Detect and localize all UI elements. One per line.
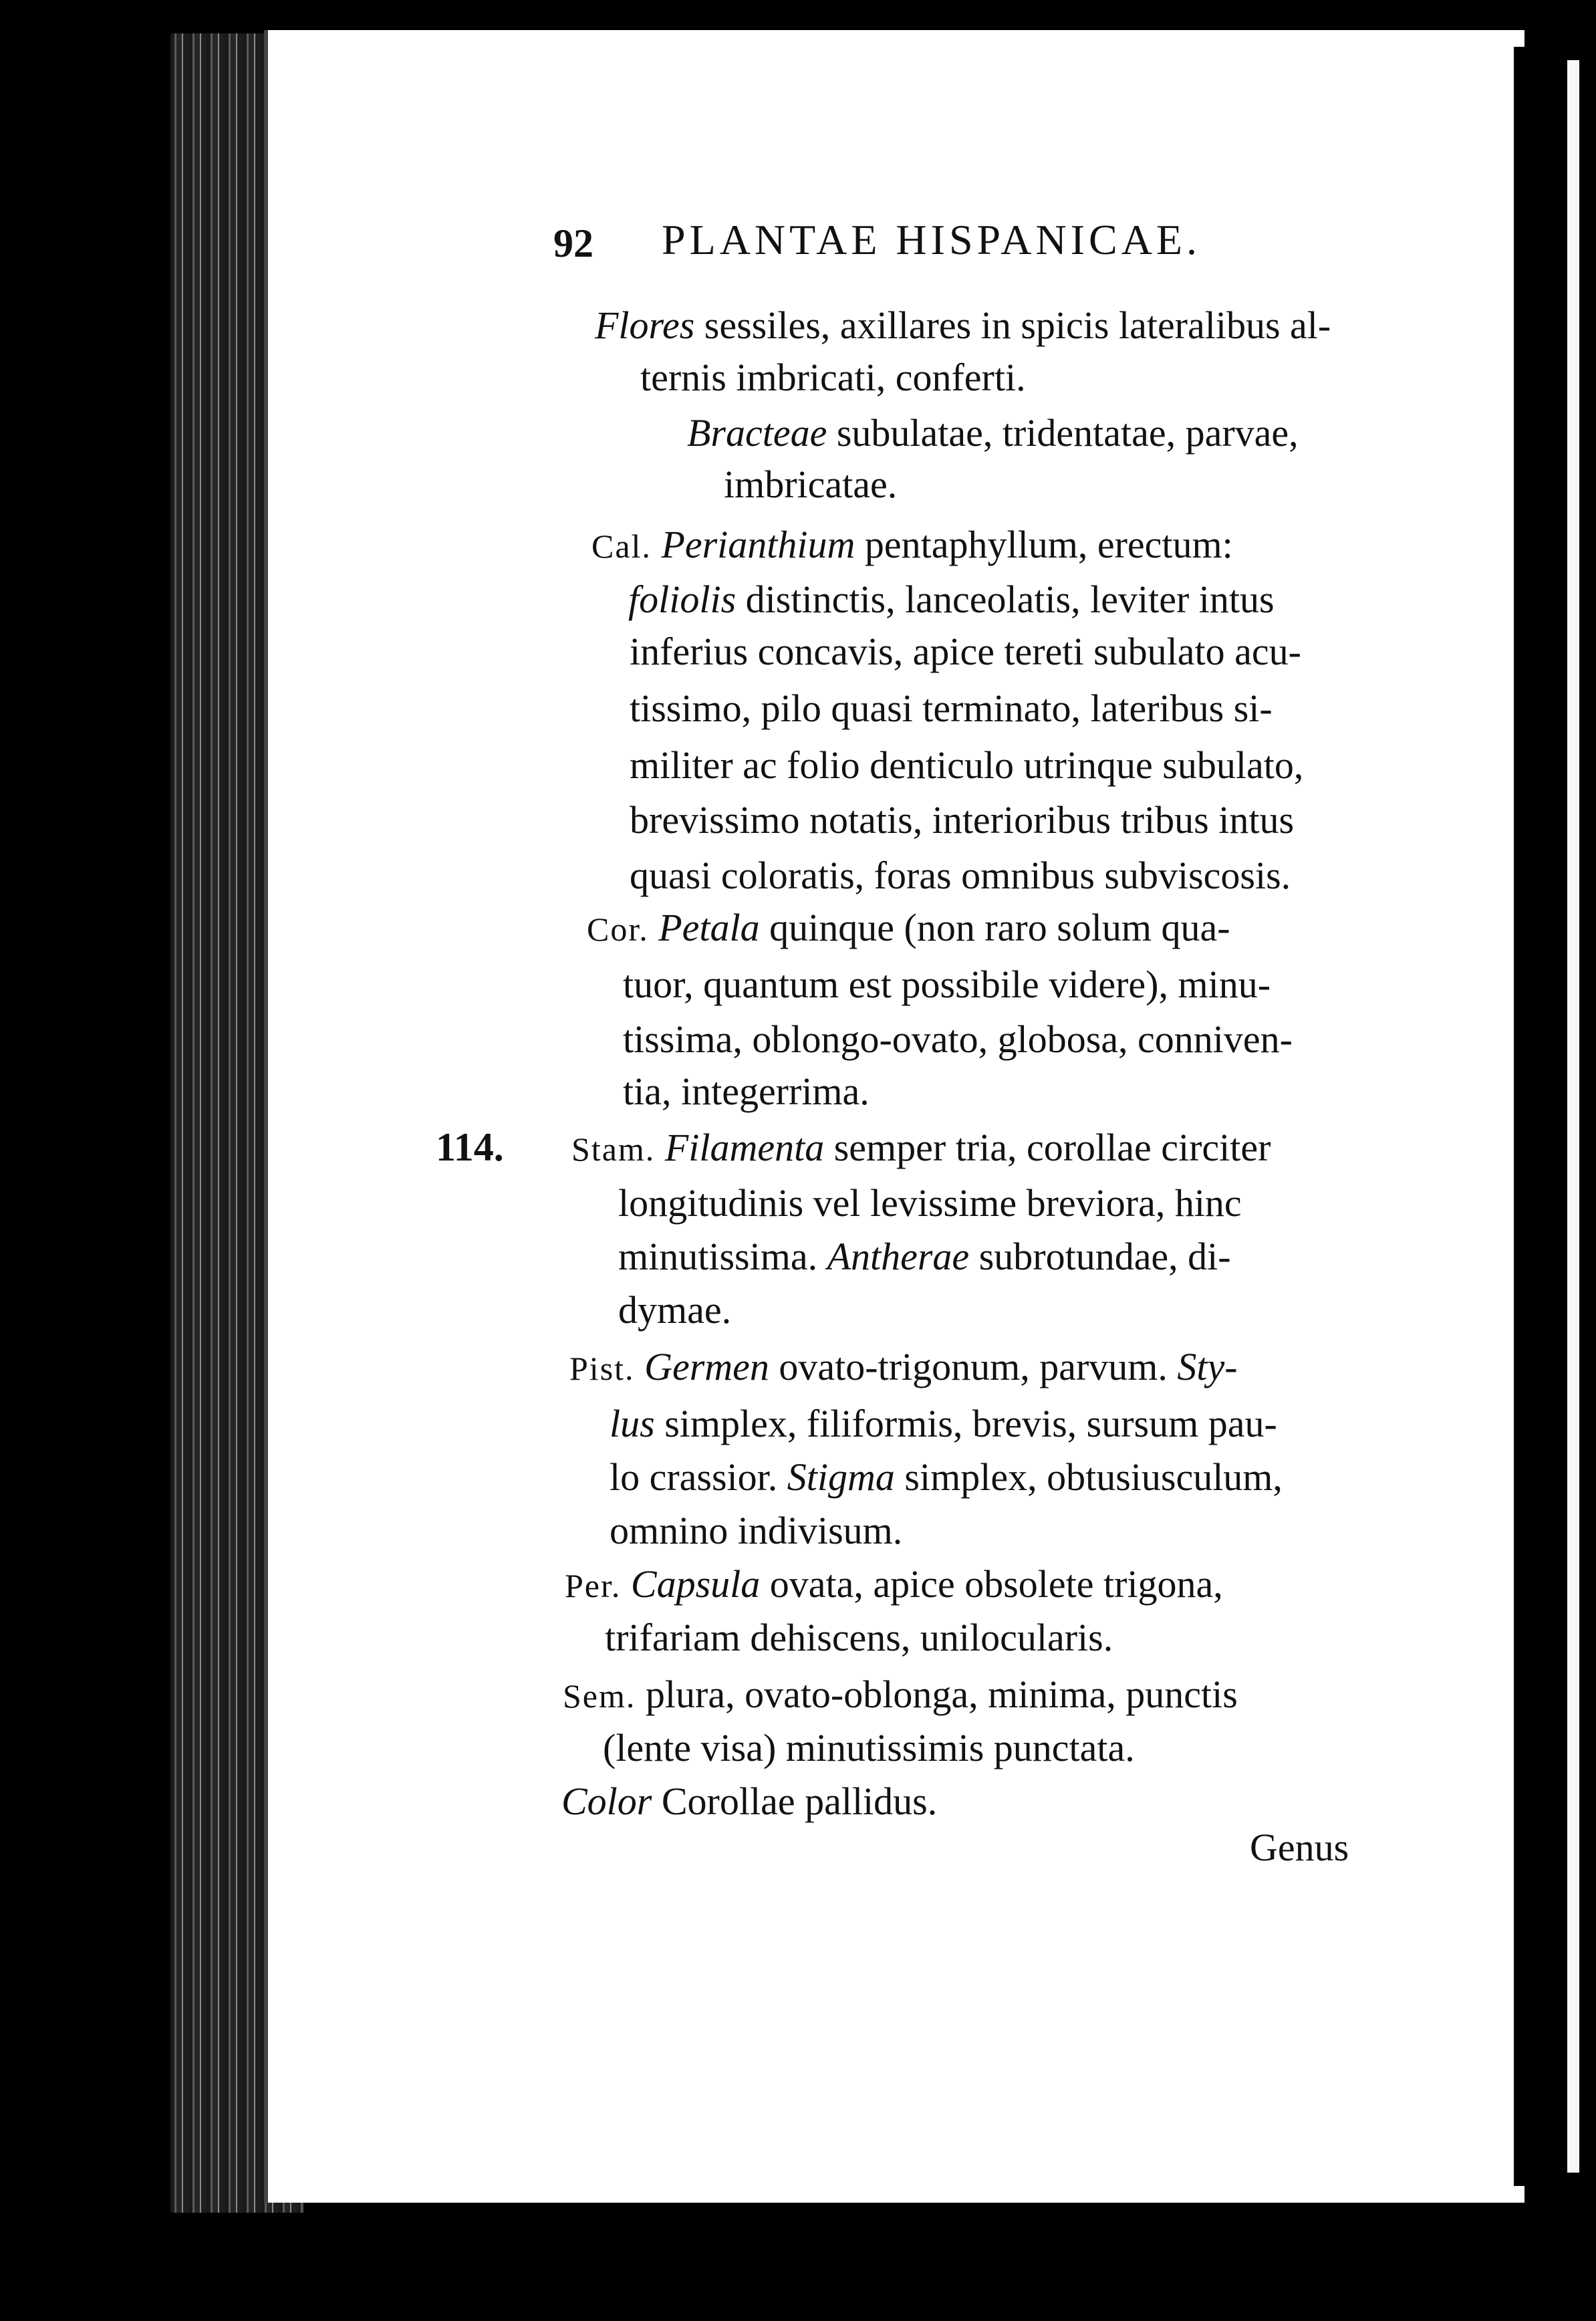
text-line: brevissimo notatis, interioribus tribus intus xyxy=(630,798,1295,842)
text-run: quinque (non raro solum qua- xyxy=(759,906,1230,949)
italic-term: Stigma xyxy=(787,1455,895,1499)
italic-term: Sty- xyxy=(1177,1345,1238,1388)
text-line: militer ac folio denticulo utrinque subulato, xyxy=(630,743,1304,787)
right-page-sliver xyxy=(1567,60,1579,2173)
text-line: dymae. xyxy=(618,1288,732,1332)
text-line: omnino indivisum. xyxy=(610,1509,903,1552)
text-line xyxy=(610,1400,1277,1447)
italic-term: Germen xyxy=(644,1345,769,1388)
italic-term: Capsula xyxy=(630,1562,761,1606)
text-run: minutissima. xyxy=(618,1235,827,1278)
text-run: plura, ovato-oblonga, minima, punctis xyxy=(636,1673,1238,1716)
right-binding-edge xyxy=(1514,47,1567,2186)
text-line: tissima, oblongo-ovato, globosa, conniven- xyxy=(623,1017,1293,1061)
text-line xyxy=(569,1344,1238,1392)
section-label: Per. xyxy=(565,1567,622,1604)
italic-term: Antherae xyxy=(827,1235,970,1278)
text-line xyxy=(628,576,1275,623)
margin-section-number: 114. xyxy=(436,1125,504,1169)
text-run: ovato-trigonum, parvum. xyxy=(769,1345,1178,1388)
text-line xyxy=(561,1778,937,1825)
text-run: subrotundae, di- xyxy=(969,1235,1231,1278)
text-line xyxy=(687,410,1299,457)
text-run: simplex, obtusiusculum, xyxy=(894,1455,1283,1499)
text-run: simplex, filiformis, brevis, sursum pau- xyxy=(654,1402,1277,1445)
italic-term: Petala xyxy=(658,906,760,949)
italic-term: Filamenta xyxy=(664,1126,825,1169)
text-line: quasi coloratis, foras omnibus subviscosis. xyxy=(630,854,1291,897)
section-label: Cor. xyxy=(587,910,649,948)
section-label: Stam. xyxy=(571,1130,656,1168)
running-header: PLANTAE HISPANICAE. xyxy=(662,216,1201,263)
section-label: Sem. xyxy=(563,1677,636,1715)
text-line xyxy=(587,904,1230,953)
text-run: sessiles, axillares in spicis lateralibus al- xyxy=(694,303,1331,347)
text-line xyxy=(563,1671,1238,1719)
text-run: ovata, apice obsolete trigona, xyxy=(760,1562,1223,1606)
text-line: tuor, quantum est possibile videre), minu- xyxy=(623,963,1271,1006)
text-line: ternis imbricati, conferti. xyxy=(640,356,1026,399)
text-run: semper tria, corollae circiter xyxy=(824,1126,1271,1169)
text-line: imbricatae. xyxy=(724,463,898,506)
italic-term: Bracteae xyxy=(687,411,827,455)
text-line: inferius concavis, apice tereti subulato acu- xyxy=(630,630,1301,673)
text-line: tia, integerrima. xyxy=(623,1070,870,1113)
text-run: distinctis, lanceolatis, leviter intus xyxy=(736,578,1275,621)
italic-term: foliolis xyxy=(628,578,737,621)
catchword: Genus xyxy=(1250,1826,1349,1869)
text-line: tissimo, pilo quasi terminato, lateribus si- xyxy=(630,687,1273,730)
italic-term: Color xyxy=(561,1780,652,1823)
section-label: Cal. xyxy=(591,527,652,565)
italic-term: Perianthium xyxy=(661,523,855,566)
text-line xyxy=(595,302,1331,349)
text-line: trifariam dehiscens, unilocularis. xyxy=(605,1616,1113,1659)
text-line xyxy=(565,1561,1223,1609)
text-line xyxy=(591,521,1233,570)
text-run: Corollae pallidus. xyxy=(652,1780,938,1823)
text-line: (lente visa) minutissimis punctata. xyxy=(603,1726,1135,1769)
text-run: subulatae, tridentatae, parvae, xyxy=(827,411,1299,455)
text-run: pentaphyllum, erectum: xyxy=(855,523,1233,566)
page-number: 92 xyxy=(553,221,593,265)
section-label: Pist. xyxy=(569,1350,635,1387)
text-line xyxy=(571,1124,1271,1173)
text-run: lo crassior. xyxy=(610,1455,787,1499)
italic-term: Flores xyxy=(595,303,695,347)
text-line: longitudinis vel levissime breviora, hinc xyxy=(618,1181,1242,1225)
italic-term: lus xyxy=(610,1402,655,1445)
text-line xyxy=(610,1454,1283,1501)
text-line xyxy=(618,1233,1231,1280)
